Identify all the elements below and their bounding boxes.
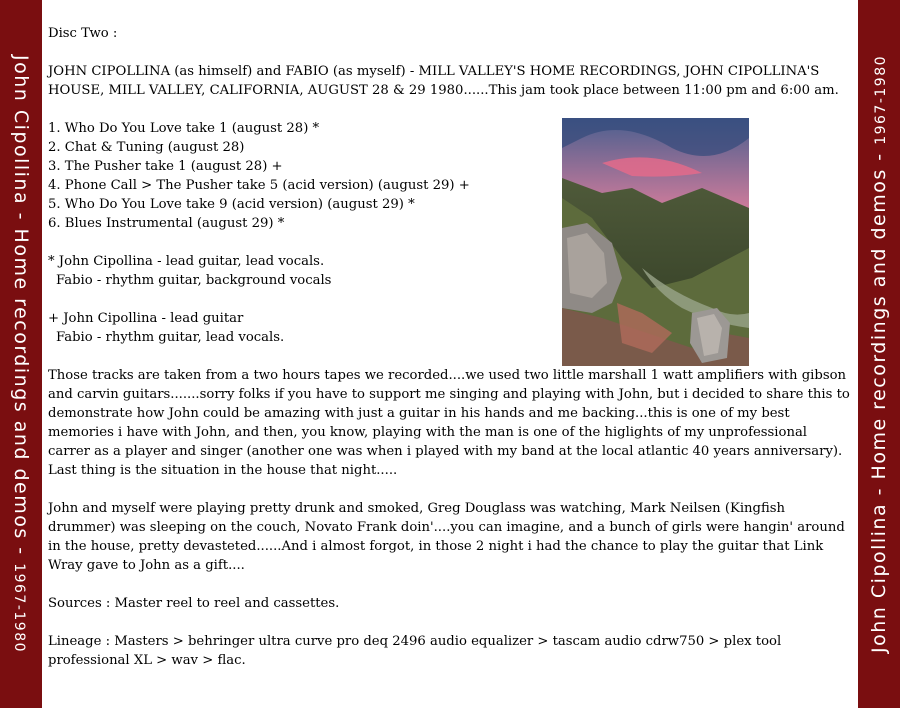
landscape-photo (562, 118, 749, 366)
sources-line: Sources : Master reel to reel and cassettes. (48, 596, 340, 611)
lineage-line: Lineage : Masters > behringer ultra curve pro deq 2496 audio equalizer > tascam audio cdrw750 > plex tool professional XL > wav > flac. (48, 634, 782, 668)
house-situation-paragraph: John and myself were playing pretty drunk and smoked, Greg Douglass was watching, Mark Neilsen (Kingfish drummer) was sleeping on the couch, Novato Frank doin'....you can imagine, and a bunch of girls were hangin' around in the house, pretty devasteted......And i almost forgot, in those 2 night i had the chance to play the guitar that Link Wray gave to John as a gift.... (48, 501, 845, 573)
track-item: 4. Phone Call > The Pusher take 5 (acid version) (august 29) + (48, 178, 470, 193)
right-spine-title: John Cipollina - Home recordings and demos - 1967-1980 (868, 54, 890, 654)
track-item: 6. Blues Instrumental (august 29) * (48, 216, 285, 231)
disc-heading: Disc Two : (48, 26, 118, 41)
intro-paragraph: JOHN CIPOLLINA (as himself) and FABIO (as myself) - MILL VALLEY'S HOME RECORDINGS, JOHN CIPOLLINA'S HOUSE, MILL VALLEY, CALIFORNIA, AUGUST 28 & 29 1980......This jam took place between 11:00 pm and 6:00 am. (48, 64, 839, 98)
track-item: 2. Chat & Tuning (august 28) (48, 140, 245, 155)
track-item: 3. The Pusher take 1 (august 28) + (48, 159, 283, 174)
right-spine (858, 0, 900, 708)
track-item: 5. Who Do You Love take 9 (acid version) (august 29) * (48, 197, 415, 212)
track-item: 1. Who Do You Love take 1 (august 28) * (48, 121, 320, 136)
legend-star: * John Cipollina - lead guitar, lead vocals. Fabio - rhythm guitar, background vocals (48, 254, 332, 288)
legend-plus: + John Cipollina - lead guitar Fabio - rhythm guitar, lead vocals. (48, 311, 285, 345)
recording-notes-paragraph: Those tracks are taken from a two hours tapes we recorded....we used two little marshall 1 watt amplifiers with gibson and carvin guitars.......sorry folks if you have to support me singing and playing with John, but i decided to share this to demonstrate how John could be amazing with just a guitar in his hands and me backing...this is one of my best memories i have with John, and then, you know, playing with the man is one of the higlights of my unprofessional carrer as a player and singer (another one was when i played with my band at the local atlantic 40 years anniversary). Last thing is the situation in the house that night..... (48, 368, 850, 478)
left-spine (0, 0, 42, 708)
left-spine-title: John Cipollina - Home recordings and demos - 1967-1980 (10, 54, 32, 654)
